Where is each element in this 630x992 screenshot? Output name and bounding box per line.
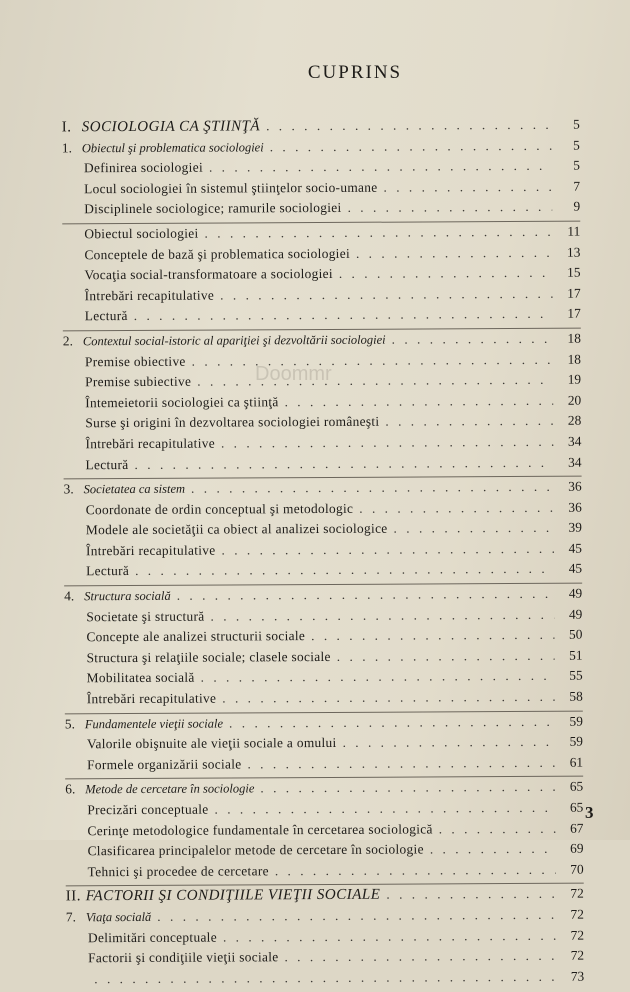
toc-entry-section (62, 199, 580, 222)
dot-leader (275, 862, 556, 879)
toc-entry-label (63, 394, 278, 411)
toc-entry-text: Mobilitatea socială (87, 670, 195, 686)
toc-entry-part (62, 117, 580, 140)
toc-entry-text: Contextul social-istoric al apariţiei şi dezvoltării sociologiei (83, 333, 386, 349)
toc-entry-label (64, 608, 204, 625)
toc-entry-section (63, 454, 581, 477)
toc-entry-page: 36 (560, 479, 582, 495)
toc-entry-section (65, 689, 583, 712)
dot-leader (222, 689, 555, 707)
dot-leader (94, 969, 556, 987)
dot-leader (177, 586, 555, 604)
toc-entry-page: 13 (558, 244, 580, 260)
toc-entry-page: 72 (562, 886, 584, 902)
toc-entry-text: Lectură (85, 308, 128, 323)
toc-entry-number: 5. (65, 716, 85, 732)
dot-leader (157, 907, 556, 925)
toc-entry-section (65, 820, 583, 843)
toc-entry-page: 11 (558, 224, 580, 240)
toc-entry-page: 72 (562, 927, 584, 943)
toc-entry-chapter (65, 779, 583, 802)
toc-entry-page: 65 (561, 800, 583, 816)
toc-entry-label (62, 160, 203, 177)
toc-entry-text: Lectură (85, 457, 128, 472)
toc-entry-section (66, 841, 584, 864)
toc-entry-text: SOCIOLOGIA CA ŞTIINŢĂ (82, 118, 260, 135)
toc-entry-text: Concepte ale analizei structurii sociale (86, 628, 305, 644)
dot-leader (430, 841, 556, 858)
toc-entry-text: Întrebări recapitulative (85, 287, 215, 303)
toc-entry-section (62, 265, 580, 288)
toc-entry-section (64, 647, 582, 670)
toc-entry-section (62, 158, 580, 181)
toc-entry-text: Premise subiective (85, 374, 191, 390)
toc-entry-chapter (62, 137, 580, 160)
toc-entry-text: Structura socială (84, 589, 171, 603)
toc-entry-label (63, 435, 215, 452)
dot-leader (285, 393, 554, 410)
toc-entry-section (64, 561, 582, 584)
toc-entry-label (65, 756, 241, 773)
toc-entry-section (63, 392, 581, 415)
dot-leader (311, 627, 554, 644)
toc-entry-page: 72 (562, 907, 584, 923)
toc-entry-label (66, 909, 151, 925)
dot-leader (221, 434, 554, 452)
toc-entry-chapter (63, 331, 581, 354)
toc-entry-section (65, 754, 583, 777)
dot-leader (191, 479, 554, 497)
dot-leader (229, 713, 555, 731)
toc-entry-text: Fundamentele vieţii sociale (85, 716, 223, 731)
toc-entry-page: 58 (561, 689, 583, 705)
toc-entry-text: Întrebări recapitulative (86, 542, 216, 558)
toc-entry-page: 51 (560, 647, 582, 663)
dot-leader (385, 413, 553, 430)
toc-entry-text: Obiectul sociologiei (84, 226, 198, 242)
toc-entry-page: 5 (558, 117, 580, 133)
toc-entry-label (65, 802, 208, 819)
dot-leader (247, 755, 555, 773)
toc-entry-text: Modele ale societăţii ca obiect al analizei sociologice (86, 521, 388, 538)
toc-entry-section (65, 668, 583, 691)
toc-entry-page: 49 (560, 586, 582, 602)
dot-leader (204, 224, 552, 242)
toc-entry-text: Locul sociologiei în sistemul ştiinţelor socio-umane (84, 179, 377, 196)
toc-entry-label (62, 200, 341, 217)
toc-entry-section (63, 306, 581, 329)
dot-leader (383, 179, 552, 196)
dot-leader (284, 948, 556, 965)
toc-entry-section (66, 968, 584, 991)
toc-entry-number: 7. (66, 909, 86, 925)
toc-entry-label (62, 226, 198, 243)
toc-entry-page: 67 (561, 820, 583, 836)
toc-entry-number: 6. (65, 782, 85, 798)
toc-entry-section (62, 178, 580, 201)
dot-leader (223, 927, 556, 945)
dot-leader (392, 331, 553, 348)
toc-entry-page: 61 (561, 754, 583, 770)
toc-entry-label (64, 542, 216, 559)
toc-entry-page: 59 (561, 734, 583, 750)
toc-entry-page: 20 (559, 392, 581, 408)
toc-entry-label (62, 245, 350, 263)
toc-entry-label (62, 179, 378, 197)
dot-leader (386, 886, 555, 903)
toc-entry-page: 28 (559, 413, 581, 429)
toc-entry-label (66, 863, 269, 880)
toc-entry-text: Obiectul şi problematica sociologiei (82, 140, 264, 155)
toc-entry-text: Definirea sociologiei (84, 160, 203, 176)
dot-leader (220, 286, 553, 304)
toc-entry-page: 50 (560, 627, 582, 643)
toc-entry-text: Societatea ca sistem (84, 482, 185, 497)
toc-entry-label (65, 735, 337, 752)
dot-leader (359, 499, 554, 516)
dot-leader (214, 800, 555, 818)
toc-entry-label (65, 821, 432, 839)
toc-entry-page: 55 (561, 668, 583, 684)
toc-entry-text: Precizări conceptuale (87, 802, 208, 818)
toc-entry-label (65, 715, 223, 732)
toc-entry-page: 59 (561, 713, 583, 729)
toc-entry-label (63, 353, 186, 370)
dot-leader (343, 734, 556, 751)
toc-entry-page: 69 (562, 841, 584, 857)
dot-leader (339, 265, 553, 282)
toc-entry-text: Lectură (86, 563, 129, 578)
table-of-contents (62, 117, 585, 992)
toc-entry-label (63, 414, 379, 432)
toc-entry-page: 5 (558, 137, 580, 153)
toc-entry-page: 9 (558, 199, 580, 215)
toc-entry-label (62, 266, 332, 283)
toc-entry-page: 5 (558, 158, 580, 174)
toc-entry-section (65, 800, 583, 823)
toc-entry-label (64, 628, 305, 645)
toc-entry-page: 39 (560, 520, 582, 536)
toc-entry-label (64, 521, 388, 539)
toc-entry-part (66, 886, 584, 909)
dot-leader (134, 454, 553, 472)
toc-entry-chapter (66, 907, 584, 930)
toc-entry-number: I. (62, 119, 82, 136)
toc-entry-text: Delimitări conceptuale (88, 929, 217, 945)
toc-entry-text: Coordonate de ordin conceptual şi metodologic (86, 501, 354, 517)
toc-entry-text: Premise obiective (85, 353, 186, 369)
dot-leader (135, 561, 554, 579)
toc-entry-page: 34 (559, 434, 581, 450)
watermark: Doommr (255, 363, 332, 386)
toc-entry-label (66, 949, 278, 966)
toc-entry-text: Societate şi structură (86, 608, 204, 624)
dot-leader (209, 158, 552, 176)
toc-entry-page: 7 (558, 178, 580, 194)
toc-entry-label (63, 457, 128, 473)
toc-entry-section (63, 413, 581, 436)
toc-entry-page: 49 (560, 606, 582, 622)
toc-entry-section (64, 499, 582, 522)
dot-leader (266, 117, 552, 134)
toc-entry-label (63, 287, 215, 304)
toc-entry-text: Vocaţia social-transformatoare a sociologiei (84, 266, 332, 282)
toc-entry-label (65, 670, 195, 687)
toc-entry-label (62, 118, 260, 136)
toc-entry-label (64, 563, 129, 579)
dot-leader (393, 520, 553, 537)
toc-entry-section (66, 861, 584, 884)
toc-entry-section (62, 244, 580, 267)
dot-leader (439, 820, 556, 837)
toc-entry-label (65, 781, 254, 798)
toc-entry-chapter (65, 713, 583, 736)
dot-leader (260, 779, 555, 797)
toc-entry-text: Structura şi relaţiile sociale; clasele sociale (86, 649, 330, 665)
dot-leader (197, 372, 553, 390)
toc-entry-section (64, 520, 582, 543)
toc-entry-label (63, 374, 191, 391)
toc-entry-text: Surse şi origini în dezvoltarea sociologiei româneşti (85, 414, 379, 431)
toc-entry-label (63, 308, 128, 324)
toc-entry-text: Clasificarea principalelor metode de cercetare în sociologie (88, 842, 424, 859)
toc-entry-text: FACTORII ŞI CONDIŢIILE VIEŢII SOCIALE (86, 887, 381, 905)
toc-entry-section (63, 434, 581, 457)
toc-entry-section (64, 541, 582, 564)
toc-entry-page: 34 (559, 454, 581, 470)
toc-entry-section (62, 224, 580, 247)
toc-entry-section (64, 627, 582, 650)
toc-entry-text: Întemeietorii sociologiei ca ştiinţă (85, 394, 278, 410)
toc-entry-text: Disciplinele sociologice; ramurile sociologiei (84, 200, 341, 216)
dot-leader (210, 606, 554, 624)
toc-entry-number: 3. (64, 481, 84, 497)
toc-entry-number: II. (66, 889, 86, 906)
toc-entry-label (66, 842, 424, 860)
toc-entry-section (66, 948, 584, 971)
toc-entry-page: 15 (558, 265, 580, 281)
bleed-through-text (470, 0, 600, 58)
dot-leader (356, 244, 553, 261)
toc-entry-page: 73 (562, 968, 584, 984)
dot-leader (221, 541, 554, 559)
toc-entry-label (64, 501, 354, 519)
toc-entry-page: 70 (562, 861, 584, 877)
page-title: CUPRINS (40, 62, 630, 84)
dot-leader (337, 648, 555, 665)
toc-entry-page: 36 (560, 499, 582, 515)
toc-entry-text: Cerinţe metodologice fundamentale în cercetarea sociologică (87, 821, 432, 838)
toc-entry-section (64, 606, 582, 629)
toc-entry-number: 2. (63, 333, 83, 349)
toc-entry-text: Conceptele de bază şi problematica sociologiei (84, 245, 350, 261)
dot-leader (270, 137, 552, 154)
toc-entry-label (66, 887, 381, 906)
toc-entry-text: Valorile obişnuite ale vieţii sociale a omului (87, 735, 337, 751)
toc-entry-page: 45 (560, 541, 582, 557)
toc-entry-label (64, 588, 171, 605)
dot-leader (192, 351, 553, 369)
toc-entry-label (63, 332, 386, 350)
toc-entry-text: Factorii şi condiţiile vieţii sociale (88, 949, 278, 965)
toc-entry-chapter (64, 586, 582, 609)
dot-leader (348, 199, 553, 216)
toc-entry-page: 72 (562, 948, 584, 964)
toc-entry-text: Întrebări recapitulative (85, 435, 215, 451)
dot-leader (201, 668, 555, 686)
toc-entry-text: Metode de cercetare în sociologie (85, 782, 254, 797)
toc-entry-page: 45 (560, 561, 582, 577)
toc-entry-page: 19 (559, 372, 581, 388)
toc-entry-label (64, 649, 330, 666)
toc-entry-page: 17 (559, 285, 581, 301)
toc-entry-page: 18 (559, 331, 581, 347)
toc-entry-section (63, 285, 581, 308)
toc-entry-page: 18 (559, 351, 581, 367)
toc-entry-number: 1. (62, 140, 82, 156)
toc-entry-chapter (64, 479, 582, 502)
toc-entry-section (65, 734, 583, 757)
toc-entry-label (65, 691, 217, 708)
page-number: 3 (585, 803, 594, 823)
toc-entry-page: 65 (561, 779, 583, 795)
toc-entry-text: Formele organizării sociale (87, 756, 241, 772)
toc-entry-label (66, 929, 217, 946)
toc-entry-page: 17 (559, 306, 581, 322)
toc-entry-section (66, 927, 584, 950)
dot-leader (134, 306, 553, 324)
toc-entry-label (62, 139, 264, 156)
toc-entry-text: Întrebări recapitulative (87, 691, 217, 707)
toc-entry-text: Tehnici şi procedee de cercetare (88, 863, 269, 879)
toc-entry-number: 4. (64, 588, 84, 604)
toc-entry-text: Viaţa socială (86, 910, 151, 924)
toc-entry-label (64, 481, 185, 498)
